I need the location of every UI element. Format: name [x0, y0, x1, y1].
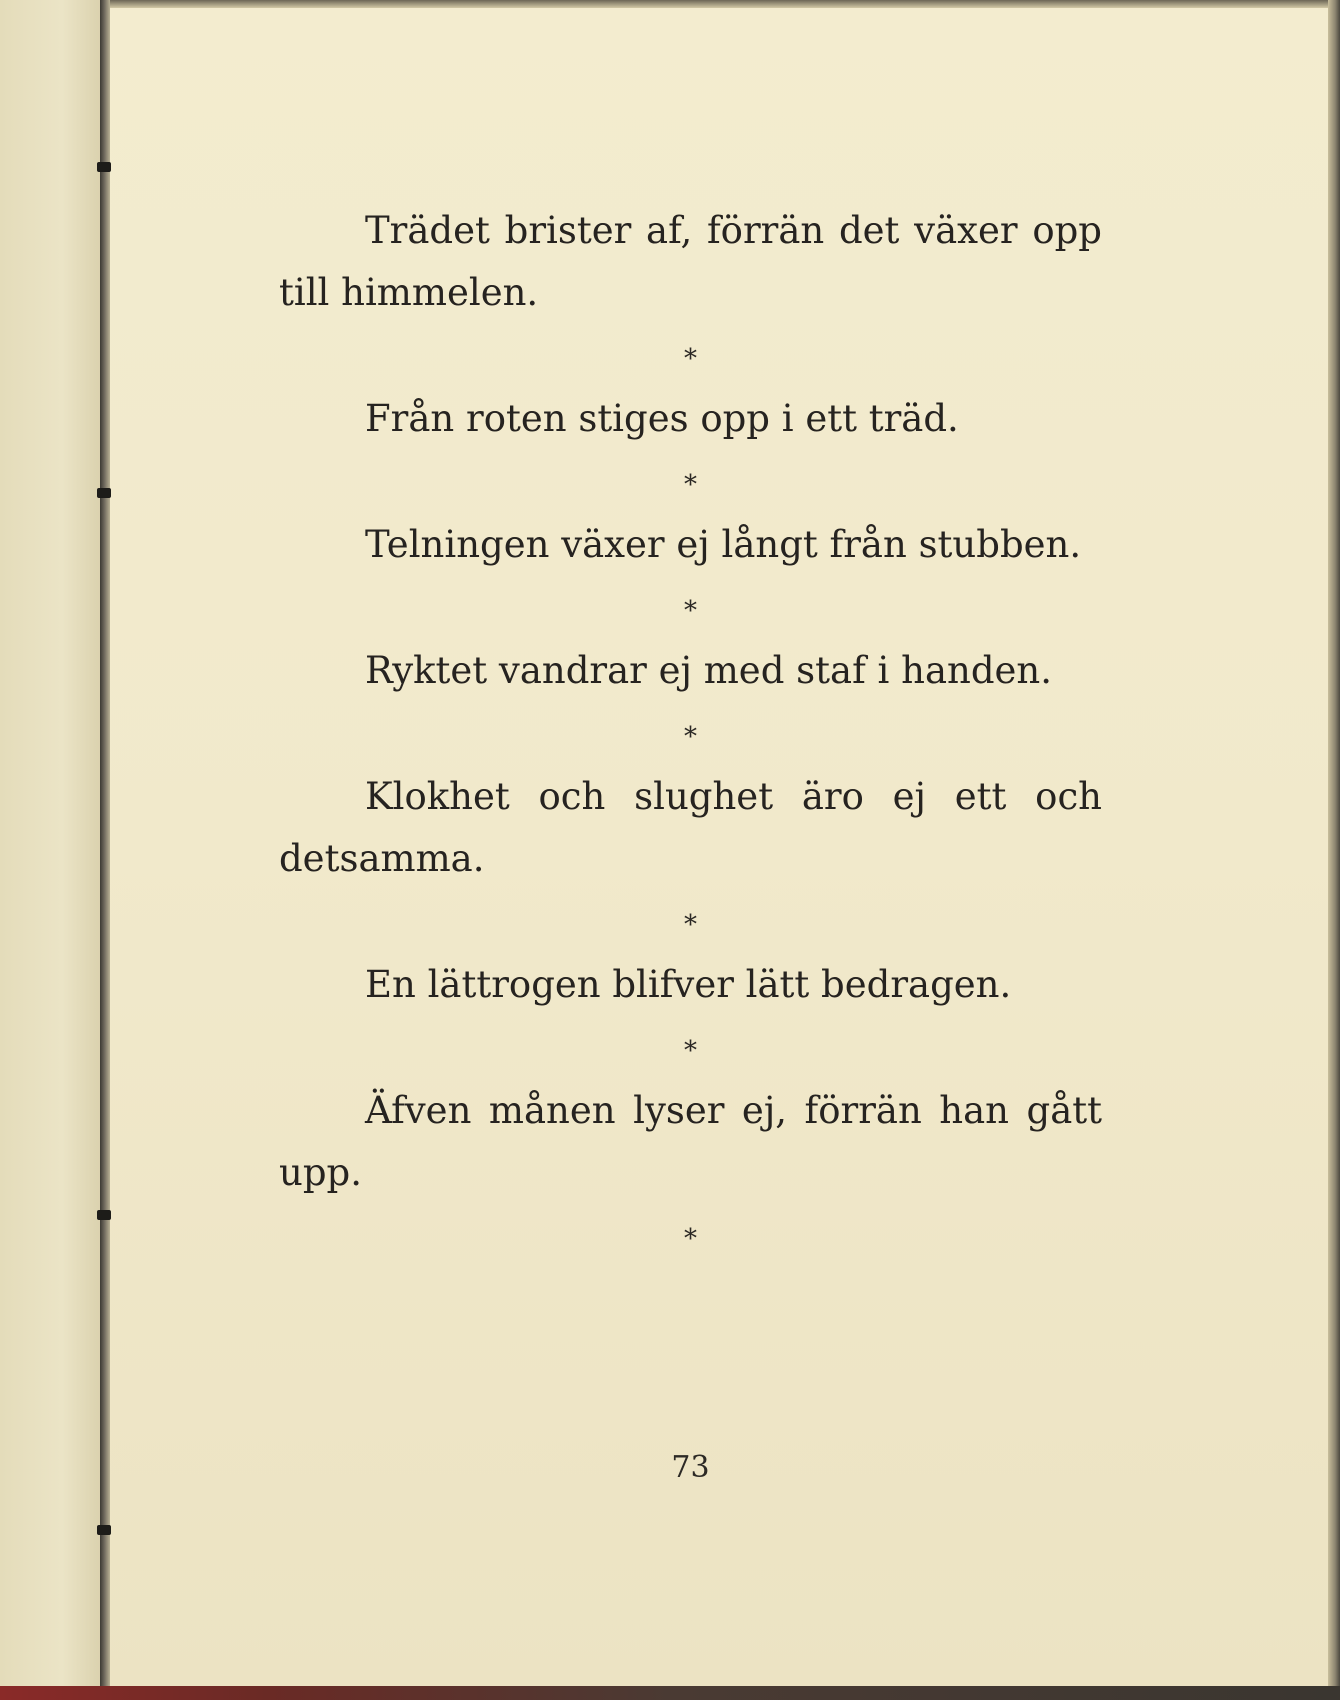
binding-stitch	[97, 1210, 111, 1220]
proverb: Ryktet vandrar ej med staf i handen.	[365, 649, 1053, 692]
page-top-edge	[110, 0, 1330, 8]
page-right-edge	[1328, 0, 1340, 1700]
proverb-list	[279, 200, 1102, 1268]
separator-asterisk: *	[684, 722, 697, 752]
separator-asterisk: *	[684, 344, 697, 374]
separator-asterisk: *	[684, 1224, 697, 1254]
binding-stitch	[97, 488, 111, 498]
separator-asterisk: *	[684, 1036, 697, 1066]
binding-stitch	[97, 1525, 111, 1535]
proverb: Klokhet och slughet äro ej ett och detsamma.	[279, 775, 1102, 880]
proverb: Äfven månen lyser ej, förrän han gått upp.	[279, 1089, 1102, 1194]
proverb: Telningen växer ej långt från stubben.	[365, 523, 1082, 566]
separator-asterisk: *	[684, 596, 697, 626]
page-number: 73	[671, 1450, 710, 1485]
book-cover-edge	[0, 1686, 1340, 1700]
proverb: Trädet brister af, förrän det växer opp till himmelen.	[279, 209, 1102, 314]
left-page-edge	[0, 0, 104, 1700]
book-spine	[100, 0, 110, 1700]
proverb: Från roten stiges opp i ett träd.	[365, 397, 959, 440]
separator-asterisk: *	[684, 910, 697, 940]
separator-asterisk: *	[684, 470, 697, 500]
binding-stitch	[97, 162, 111, 172]
proverb: En lättrogen blifver lätt bedragen.	[365, 963, 1012, 1006]
